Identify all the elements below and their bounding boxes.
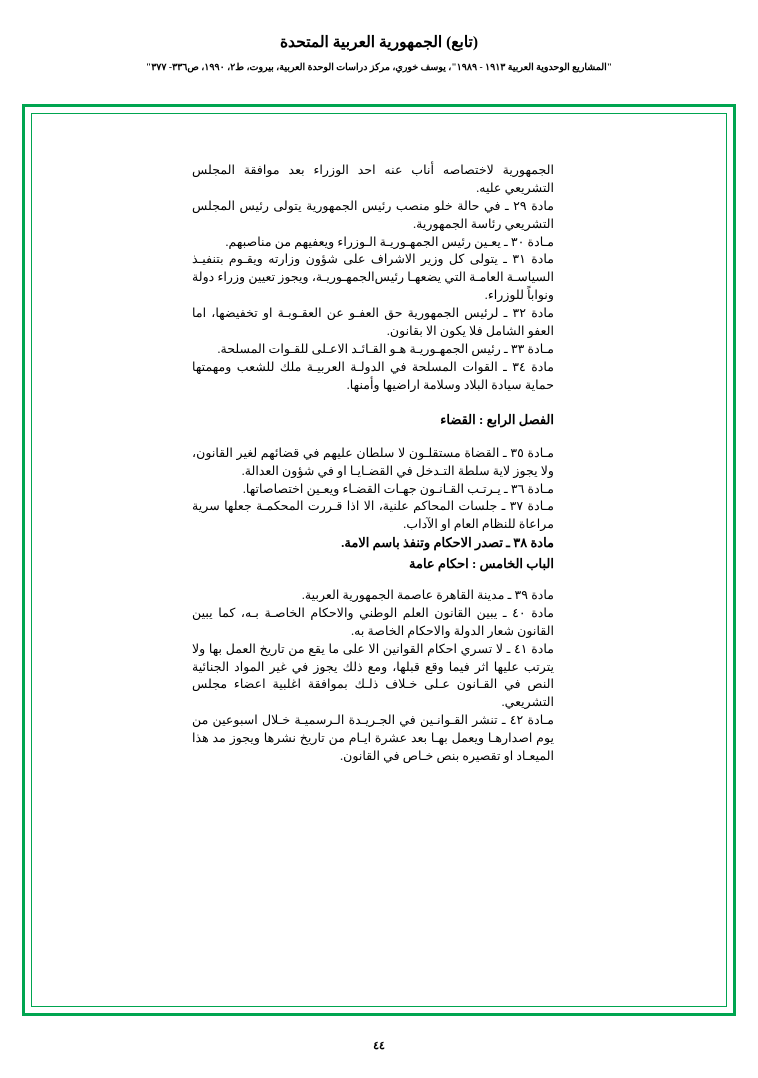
paragraph-article-30: مـادة ٣٠ ـ يعـين رئيس الجمهـوريـة الـوزراء ويعفيهم من مناصبهم. <box>225 234 554 249</box>
paragraph-article-37: مـادة ٣٧ ـ جلسات المحاكم علنية، الا اذا قـررت المحكمـة جعلها سرية مراعاة للنظام العام او الآداب. <box>192 499 554 532</box>
paragraph-article-41: مادة ٤١ ـ لا تسري احكام القوانين الا على ما يقع من تاريخ العمل بها ولا يترتب عليها اثر فيما وقع قبلها، ومع ذلك يجوز في غير المواد الجنائية النص في القـانون عـلى خـلاف ذلـك بموافقة اغلبية اعضاء مجلس التشريعي. <box>192 641 554 710</box>
paragraph-article-38: مادة ٣٨ ـ تصدر الاحكام وتنفذ باسم الامة. <box>341 535 554 551</box>
paragraph-article-32: مادة ٣٢ ـ لرئيس الجمهورية حق العفـو عن العقـوبـة او تخفيضها، اما العفو الشامل فلا يكون الا بقانون. <box>192 306 554 338</box>
paragraph-article-36: مـادة ٣٦ ـ يـرتـب القـانـون جهـات القضـاء ويعـين اختصاصاتها. <box>242 481 554 496</box>
source-citation: "المشاريع الوحدوية العربية ١٩١٣ - ١٩٨٩"، يوسف خوري، مركز دراسات الوحدة العربية، بيروت، ط٢، ١٩٩٠، ص٣٣٦- ٣٧٧" <box>145 62 613 73</box>
page-header <box>0 0 758 74</box>
green-border-inner <box>31 113 727 1007</box>
paragraph-article-31: مادة ٣١ ـ يتولى كل وزير الاشراف على شؤون وزارته ويقـوم بتنفيـذ السياسـة العامـة التي يضعهـا رئيس‌الجمهـوريـة، ويجوز تعيين وزراء دولة ونواباً للوزراء. <box>192 252 554 303</box>
chapter-four-heading: الفصل الرابع : القضاء <box>440 412 554 428</box>
page-number: ٤٤ <box>373 1040 385 1052</box>
paragraph-article-39: مادة ٣٩ ـ مدينة القاهرة عاصمة الجمهورية العربية. <box>301 588 554 603</box>
paragraph-article-35: مـادة ٣٥ ـ القضاة مستقلـون لا سلطان عليهم في قضائهم لغير القانون، ولا يجوز لاية سلطة التـدخل في القضـايـا او في شؤون العدالة. <box>192 445 554 478</box>
paragraph-article-33: مـادة ٣٣ ـ رئيس الجمهـوريـة هـو القـائـد الاعـلى للقـوات المسلحة. <box>217 341 554 356</box>
paragraph-article-28-cont: الجمهورية لاختصاصه أناب عنه احد الوزراء بعد موافقة المجلس التشريعي عليه. <box>192 163 554 195</box>
green-border-frame <box>22 104 736 1016</box>
paragraph-article-34: مادة ٣٤ ـ القوات المسلحة في الدولـة العربيـة ملك للشعب ومهمتها حماية سيادة البلاد وسلامة اراضيها وأمنها. <box>192 359 554 392</box>
paragraph-article-42: مـادة ٤٢ ـ تنشر القـوانـين في الجـريـدة الـرسميـة خـلال اسبوعين من يوم اصدارهـا ويعمل بهـا بعد عشرة ايـام من تاريخ نشرها ويجوز مد هذا الميعـاد او تقصيره بنص خـاص في القانون. <box>192 713 554 763</box>
paragraph-article-29: مادة ٢٩ ـ في حالة خلو منصب رئيس الجمهورية يتولى رئيس المجلس التشريعي رئاسة الجمهورية. <box>192 198 554 231</box>
page-title: (تابع) الجمهورية العربية المتحدة <box>279 34 479 51</box>
paragraph-article-40: مادة ٤٠ ـ يبين القانون العلم الوطني والاحكام الخاصـة بـه، كما يبين القانون شعار الدولة والاحكام الخاصة به. <box>192 605 554 638</box>
document-body <box>192 162 554 766</box>
chapter-five-heading: الباب الخامس : احكام عامة <box>409 555 554 571</box>
